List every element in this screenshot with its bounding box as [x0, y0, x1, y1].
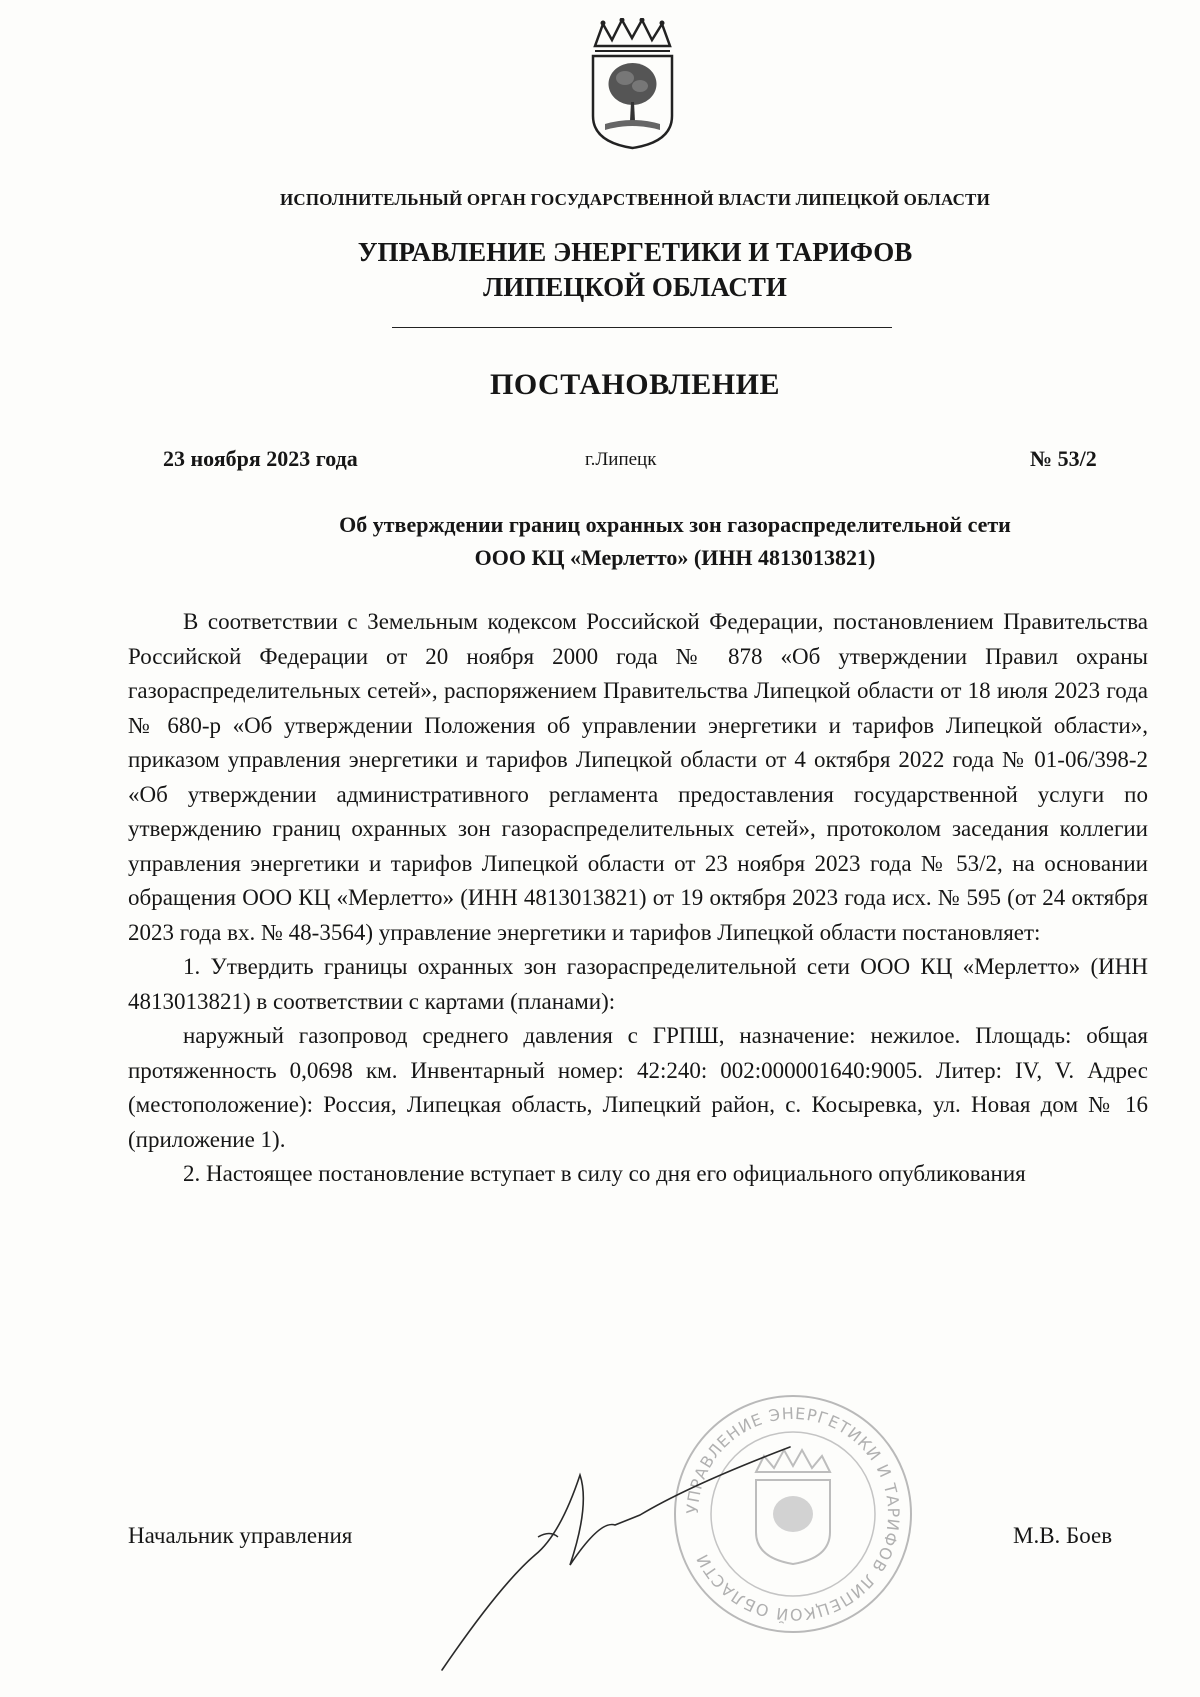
document-subject-line2: ООО КЦ «Мерлетто» (ИНН 4813013821)	[474, 545, 876, 570]
handwritten-signature-icon	[440, 1425, 800, 1675]
document-subject-line1: Об утверждении границ охранных зон газораспределительной сети	[339, 512, 1011, 537]
document-city: г.Липецк	[585, 449, 657, 470]
document-number: № 53/2	[1030, 446, 1097, 471]
item-1-paragraph: 1. Утвердить границы охранных зон газораспределительной сети ООО КЦ «Мерлетто» (ИНН 4813013821) в соответствии с картами (планами):	[128, 954, 1148, 1014]
document-type: ПОСТАНОВЛЕНИЕ	[490, 368, 780, 401]
signatory-position: Начальник управления	[128, 1523, 353, 1548]
issuing-authority: ИСПОЛНИТЕЛЬНЫЙ ОРГАН ГОСУДАРСТВЕННОЙ ВЛАСТИ ЛИПЕЦКОЙ ОБЛАСТИ	[279, 190, 991, 209]
document-body	[128, 605, 1148, 1192]
preamble-paragraph: В соответствии с Земельным кодексом Российской Федерации, постановлением Правительства Российской Федерации от 20 ноября 2000 года № 878 «Об утверждении Правил охраны газораспределительных сетей», распоряжением Правительства Липецкой области от 18 июля 2023 года № 680-р «Об утверждении Положения об управлении энергетики и тарифов Липецкой области», приказом управления энергетики и тарифов Липецкой области от 4 октября 2022 года № 01-06/398-2 «Об утверждении административного регламента предоставления государственной услуги по утверждению границ охранных зон газораспределительных сетей», протоколом заседания коллегии управления энергетики и тарифов Липецкой области от 23 ноября 2023 года № 53/2, на основании обращения ООО КЦ «Мерлетто» (ИНН 4813013821) от 19 октября 2023 года исх. № 595 (от 24 октября 2023 года вх. № 48-3564) управление энергетики и тарифов Липецкой области постановляет:	[128, 609, 1148, 945]
document-date: 23 ноября 2023 года	[163, 446, 358, 471]
stamp-text: УПРАВЛЕНИЕ ЭНЕРГЕТИКИ И ТАРИФОВ ЛИПЕЦКОЙ ОБЛАСТИ	[682, 1403, 904, 1625]
header-divider	[392, 327, 892, 328]
item-1-detail-paragraph: наружный газопровод среднего давления с ГРПШ, назначение: нежилое. Площадь: общая протяженность 0,0698 км. Инвентарный номер: 42:240: 002:000001640:9005. Литер: IV, V. Адрес (местоположение): Россия, Липецкая область, Липецкий район, с. Косыревка, ул. Новая дом № 16 (приложение 1).	[128, 1023, 1148, 1152]
lipetsk-coat-of-arms-icon	[585, 18, 680, 150]
signatory-name: М.В. Боев	[1013, 1523, 1113, 1548]
item-2-paragraph: 2. Настоящее постановление вступает в силу со дня его официального опубликования	[183, 1161, 1026, 1186]
department-name-line1: УПРАВЛЕНИЕ ЭНЕРГЕТИКИ И ТАРИФОВ	[357, 237, 913, 267]
department-name-line2: ЛИПЕЦКОЙ ОБЛАСТИ	[483, 272, 787, 302]
